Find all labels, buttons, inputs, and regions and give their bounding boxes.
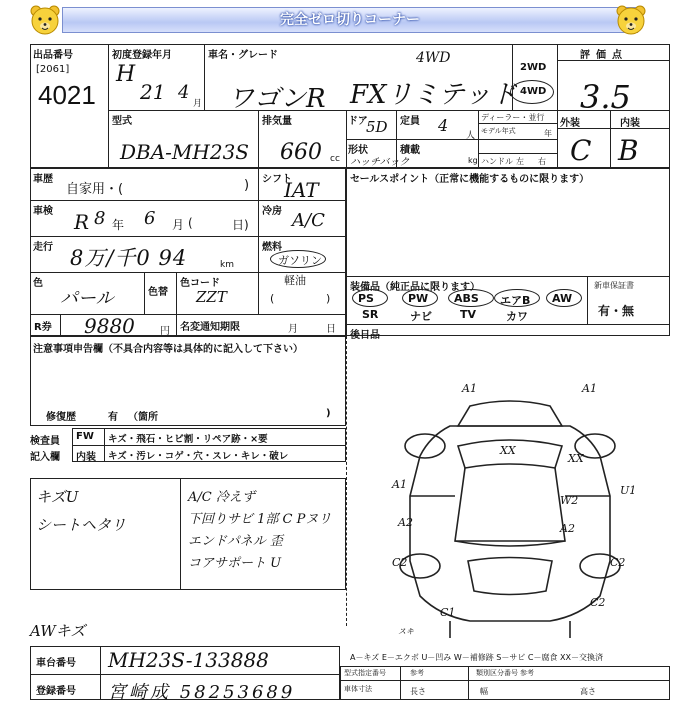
color-code: ZZT <box>196 288 227 306</box>
damage-mark: A2 <box>560 522 575 535</box>
color-swap-label: 色替 <box>148 287 168 298</box>
registration-month-unit: 月 <box>193 99 203 109</box>
lot-label: 出品番号 <box>33 50 73 61</box>
recycle-value: 9880 <box>84 314 135 338</box>
equipment-circle <box>352 289 388 307</box>
exterior-score: C <box>570 134 592 167</box>
aw-note: AWキズ <box>30 622 86 640</box>
doors-label: ドア <box>348 116 368 127</box>
ref-label-2: 参考 <box>520 669 534 677</box>
shift-value: IAT <box>284 178 319 202</box>
equipment-item: エアB <box>500 294 531 307</box>
doors-value: 5D <box>366 118 388 136</box>
cert-label: 型式指定番号 <box>344 669 386 677</box>
equipment-circle <box>448 289 494 307</box>
repair-place: （箇所 <box>128 412 158 423</box>
shape-value: ハッチバック <box>350 157 410 168</box>
car-outline <box>400 401 620 638</box>
remark-right: 下回りサビ 1部 C Pヌリ <box>188 512 332 527</box>
registration-month: 4 <box>178 82 190 103</box>
damage-mark: XX <box>568 452 584 465</box>
remark-right: エンドパネル 歪 <box>188 534 283 549</box>
damage-mark: A1 <box>582 382 597 395</box>
fuel-gasoline: ガソリン <box>278 254 322 267</box>
car-name: ワゴンR <box>228 84 326 114</box>
fw-label: FW <box>76 431 94 442</box>
equipment-circle <box>494 289 540 307</box>
load-unit: kg <box>468 156 478 165</box>
shift-label: シフト <box>262 174 292 185</box>
remark-left: キズU <box>36 488 79 506</box>
inspection-label: 車検 <box>33 206 53 217</box>
exterior-label: 外装 <box>560 118 580 129</box>
displacement-value: 660 <box>280 140 322 165</box>
tax-month-unit: 月 <box>288 324 298 335</box>
int-label: 内装 <box>76 452 96 463</box>
chassis-value: MH23S-133888 <box>108 648 269 672</box>
repair-close: ) <box>326 408 331 419</box>
capacity-label: 定員 <box>400 116 420 127</box>
cat-label: 類別区分番号 <box>476 669 518 677</box>
fuel-diesel: 軽油 <box>284 274 306 287</box>
model-year-label: モデル年式 <box>481 127 516 135</box>
tax-day-unit: 日 <box>326 324 336 335</box>
inspection-day-paren: ( <box>188 216 193 230</box>
equipment-label: 装備品（純正品に限ります） <box>350 282 480 293</box>
repair-label: 修復歴 <box>46 412 76 423</box>
equipment-circle <box>546 289 582 307</box>
width-label: 幅 <box>480 687 488 696</box>
displacement-unit: cc <box>330 154 340 164</box>
usage-close: ) <box>244 178 250 193</box>
interior-score: B <box>618 134 639 167</box>
inspection-year-unit: 年 <box>112 218 125 232</box>
damage-mark: W2 <box>560 494 579 507</box>
remark-right: A/C 冷えず <box>188 490 255 505</box>
registration-label: 初度登録年月 <box>112 50 172 61</box>
reg-no-value: 宮崎成 58253689 <box>108 682 296 703</box>
fuel-paren-close: ) <box>326 292 331 305</box>
equipment-item: ABS <box>454 292 479 305</box>
capacity-unit: 人 <box>466 131 476 141</box>
registration-era: H <box>116 62 136 87</box>
sales-point-label: セールスポイント（正常に機能するものに限ります） <box>350 174 590 185</box>
corner-title: 完全ゼロ切りコーナー <box>280 12 420 28</box>
damage-mark: スキ <box>398 627 414 636</box>
damage-mark: A1 <box>392 478 407 491</box>
equipment-item: SR <box>362 308 379 321</box>
handle-label: ハンドル <box>481 157 513 166</box>
warranty-value: 有・無 <box>598 304 635 318</box>
damage-mark: A2 <box>398 516 413 529</box>
chassis-label: 車台番号 <box>36 658 76 669</box>
warranty-label: 新車保証書 <box>594 281 634 290</box>
ac-value: A/C <box>292 210 325 231</box>
damage-mark: A1 <box>462 382 477 395</box>
recycle-unit: 円 <box>160 326 170 337</box>
corner-title-bar <box>62 7 638 33</box>
lot-number: 4021 <box>38 80 96 110</box>
inspection-month-unit: 月 <box>172 218 185 232</box>
equipment-item: TV <box>460 308 477 321</box>
equipment-item: ナビ <box>410 310 432 323</box>
reg-no-label: 登録番号 <box>36 686 76 697</box>
interior-label: 内装 <box>620 118 640 129</box>
model-year-unit: 年 <box>544 129 552 138</box>
damage-mark: C2 <box>590 596 606 609</box>
mascot-bear-icon <box>614 4 648 38</box>
notes-label: 注意事項申告欄（不具合内容等は具体的に記入して下さい） <box>33 344 303 355</box>
color-code-label: 色コード <box>180 278 220 289</box>
inspection-month: 6 <box>144 208 156 229</box>
tax-label: 名変通知期限 <box>180 322 240 333</box>
entry-label: 記入欄 <box>30 452 60 463</box>
equipment-item: AW <box>552 292 573 305</box>
mileage-value: 8万/千0 94 <box>70 246 188 270</box>
model-value: DBA-MH23S <box>120 140 250 164</box>
color-label: 色 <box>33 278 43 289</box>
usage-label: 車歴 <box>33 174 53 185</box>
drive-4wd: 4WD <box>520 86 547 97</box>
displacement-label: 排気量 <box>262 116 292 127</box>
equipment-item: カワ <box>506 310 528 323</box>
length-label: 長さ <box>410 687 426 696</box>
inspector-label: 検査員 <box>30 436 60 447</box>
damage-mark: C1 <box>440 606 456 619</box>
arrival-label: 後日品 <box>350 330 380 341</box>
registration-year: 21 <box>140 80 166 104</box>
fuel-paren-open: ( <box>270 292 275 305</box>
capacity-value: 4 <box>438 116 449 135</box>
damage-legend: A－キズ E－エクボ U－凹み W－補修跡 S－サビ C－腐食 XX－交換済 <box>350 653 604 662</box>
remark-right: コアサポート U <box>188 556 282 571</box>
score-value: 3.5 <box>580 78 631 116</box>
mileage-label: 走行 <box>33 242 53 253</box>
score-label: 評価点 <box>580 50 628 61</box>
ac-label: 冷房 <box>262 206 282 217</box>
ref-label: 参考 <box>410 669 424 677</box>
usage-value: 自家用・( <box>66 182 124 197</box>
int-items: キズ・汚レ・コゲ・穴・スレ・キレ・破レ <box>108 451 289 462</box>
damage-mark: XX <box>500 444 516 457</box>
shape-label: 形状 <box>348 145 368 156</box>
car-name-label: 車名・グレード <box>208 50 278 61</box>
inspection-day-unit: 日) <box>232 218 249 232</box>
remark-left: シートヘタリ <box>36 516 127 534</box>
height-label: 高さ <box>580 687 596 696</box>
inspection-year: 8 <box>94 208 106 229</box>
inspection-era: R <box>74 210 90 234</box>
lot-code: [2061] <box>36 64 70 75</box>
drive-2wd: 2WD <box>520 62 547 73</box>
repair-value: 有 <box>108 412 118 423</box>
dealer-label: ディーラー・並行 <box>481 113 545 122</box>
mileage-unit: km <box>220 260 234 270</box>
damage-mark: U1 <box>620 484 637 497</box>
fuel-label: 燃料 <box>262 242 282 253</box>
equipment-item: PS <box>358 292 374 305</box>
mascot-bear-icon <box>28 4 62 38</box>
damage-mark: C2 <box>392 556 408 569</box>
damage-mark: C2 <box>610 556 626 569</box>
fw-items: キズ・飛石・ヒビ割・リペア跡・×要 <box>108 434 268 445</box>
handle-left: 左 <box>516 157 524 166</box>
equipment-circle <box>402 289 438 307</box>
recycle-label: R券 <box>34 322 52 333</box>
vehicle-size-label: 車体寸法 <box>344 685 372 693</box>
load-label: 積載 <box>400 145 420 156</box>
handle-right: 右 <box>538 157 546 166</box>
color-value: パール <box>60 288 114 309</box>
model-label: 型式 <box>112 116 132 127</box>
drive-note: 4WD <box>416 50 451 66</box>
car-grade: FXリミテッド <box>350 80 517 110</box>
equipment-item: PW <box>408 292 429 305</box>
